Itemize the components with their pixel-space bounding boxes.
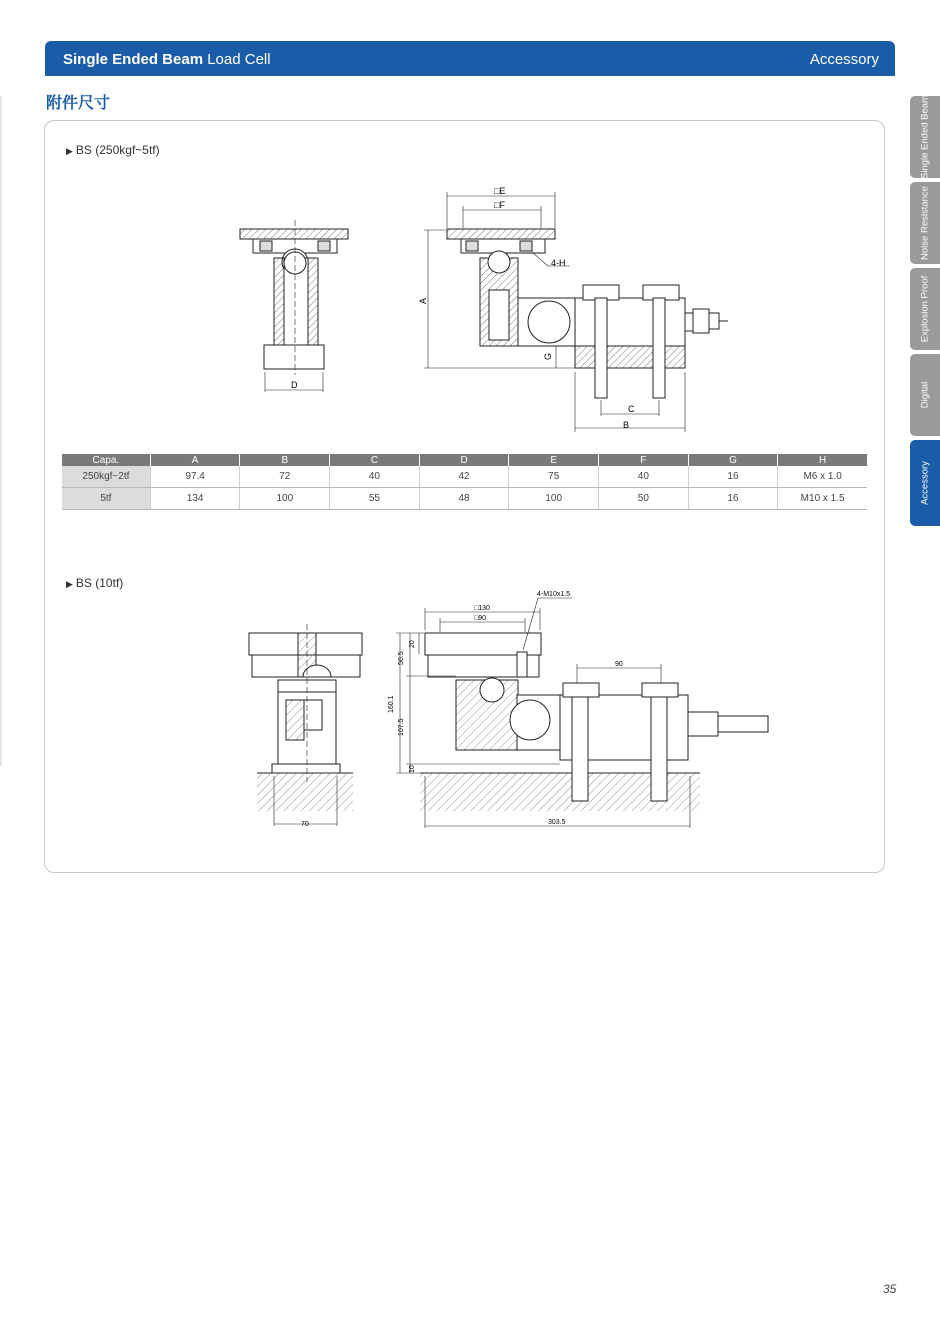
sidetab-digital[interactable]: Digital: [910, 354, 940, 436]
table-cell: 75: [509, 466, 599, 488]
table-row: [62, 488, 867, 510]
table-header-row: [62, 454, 867, 466]
dim-130: □130: [474, 605, 490, 612]
section-title: 附件尺寸: [46, 95, 111, 112]
table-cell: 134: [150, 488, 240, 510]
dim-thread: 4-M10x1.5: [537, 591, 571, 598]
table-header-cell: Capa.: [62, 454, 150, 466]
dim-50-5: 50.5: [398, 651, 405, 665]
table-cell: 16: [688, 466, 778, 488]
page-number: 35: [883, 1282, 897, 1296]
label-4h: 4-H: [551, 258, 566, 268]
sidetab-accessory[interactable]: Accessory: [910, 440, 940, 526]
side-view-small: [424, 192, 728, 432]
table-cell: M6 x 1.0: [778, 466, 867, 488]
table-cell: 5tf: [62, 488, 150, 510]
table-cell: 16: [688, 488, 778, 510]
side-view-10tf: [396, 598, 768, 828]
dim-20: 20: [409, 640, 416, 648]
table-header-cell: B: [240, 454, 330, 466]
table-cell: 250kgf~2tf: [62, 466, 150, 488]
sidetab-single-ended-beam[interactable]: Single Ended Beam: [910, 96, 940, 178]
label-d: D: [291, 380, 298, 390]
table-cell: 40: [330, 466, 420, 488]
label-f: □F: [494, 200, 505, 210]
front-view-small: [240, 220, 348, 392]
table-cell: 42: [419, 466, 509, 488]
table-cell: 100: [509, 488, 599, 510]
table-header-cell: C: [330, 454, 420, 466]
drawing-bs-small: [0, 0, 940, 450]
dim-303-5: 303.5: [548, 819, 566, 826]
table-cell: 48: [419, 488, 509, 510]
drawing-bs-10tf: [0, 580, 940, 840]
label-g: G: [543, 352, 553, 360]
table-cell: 97.4: [150, 466, 240, 488]
table-cell: M10 x 1.5: [778, 488, 867, 510]
table-header-cell: G: [688, 454, 778, 466]
dim-107-5: 107.5: [398, 718, 405, 736]
dimension-table: [62, 454, 867, 510]
subtitle-bs-10tf: ▶ BS (10tf): [66, 576, 124, 590]
label-e: □E: [494, 186, 506, 196]
header-title: Single Ended Beam Load Cell: [63, 51, 271, 68]
table-header-cell: A: [150, 454, 240, 466]
label-b: B: [623, 420, 630, 430]
table-cell: 100: [240, 488, 330, 510]
dim-160-1: 160.1: [388, 695, 395, 713]
front-view-10tf: [249, 624, 362, 826]
table-cell: 50: [599, 488, 689, 510]
table-header-cell: E: [509, 454, 599, 466]
subtitle-bs-small: ▶ BS (250kgf~5tf): [66, 143, 160, 157]
dim-90: 90: [615, 661, 623, 668]
label-c: C: [628, 404, 635, 414]
table-header-cell: D: [419, 454, 509, 466]
label-a: A: [418, 297, 428, 304]
table-cell: 72: [240, 466, 330, 488]
table-cell: 40: [599, 466, 689, 488]
dim-sq90: □90: [474, 615, 487, 622]
table-cell: 55: [330, 488, 420, 510]
table-header-cell: F: [599, 454, 689, 466]
sidetab-explosion-proof[interactable]: Explosion Proof: [910, 268, 940, 350]
table-row: [62, 466, 867, 488]
sidetab-noise-resistance[interactable]: Noise Resistance: [910, 182, 940, 264]
header-section-label: Accessory: [809, 51, 879, 68]
dim-70: 70: [301, 821, 309, 828]
table-header-cell: H: [778, 454, 867, 466]
dim-10: 10: [409, 765, 416, 773]
triangle-icon: ▶: [66, 146, 73, 156]
triangle-icon: ▶: [66, 579, 73, 589]
